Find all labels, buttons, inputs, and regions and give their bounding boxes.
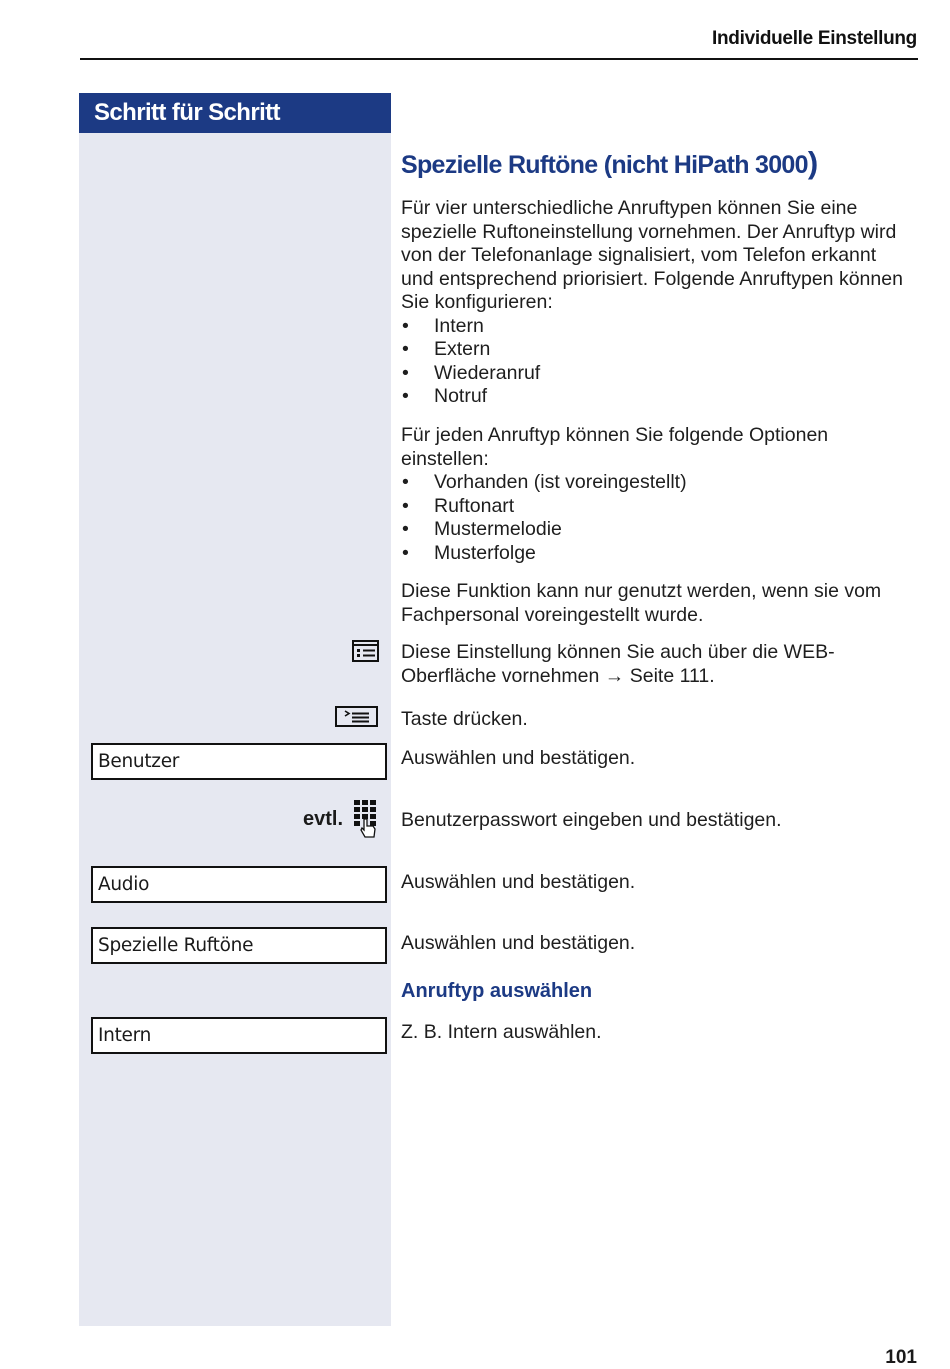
step-text: Z. B. Intern auswählen. xyxy=(401,1021,602,1043)
list-item: • Extern xyxy=(401,338,921,362)
step-text: Benutzerpasswort eingeben und bestätigen. xyxy=(401,809,782,831)
call-type-list xyxy=(401,315,921,409)
options-list xyxy=(401,471,921,565)
intro-paragraph: Für vier unterschiedliche Anruftypen können Sie eine spezielle Ruftoneinstellung vornehmen. Der Anruftyp wird von der Telefonanlage signalisiert, vom Telefon erkannt und entsprechend priorisiert. Folgende Anruftypen können Sie konfigurieren: xyxy=(401,197,903,313)
web-settings-icon xyxy=(352,640,379,667)
menu-key-icon xyxy=(335,706,378,732)
sidebar-header xyxy=(79,93,391,133)
list-item: • Vorhanden (ist voreingestellt) xyxy=(401,471,921,495)
list-item: • Ruftonart xyxy=(401,495,921,519)
section-title: Spezielle Ruftöne (nicht HiPath 3000) xyxy=(401,145,818,180)
optional-label: evtl. xyxy=(303,808,344,830)
page-number: 101 xyxy=(885,1347,917,1368)
web-note: Diese Einstellung können Sie auch über die WEB-Oberfläche vornehmen → Seite 111. xyxy=(401,641,835,687)
arrow-right-icon: → xyxy=(604,664,625,687)
options-paragraph: Für jeden Anruftyp können Sie folgende Optionen einstellen: xyxy=(401,424,829,470)
options-block xyxy=(401,424,921,565)
subsection-title: Anruftyp auswählen xyxy=(401,980,593,1002)
menu-item-spezielle-ruftoene[interactable]: Spezielle Ruftöne xyxy=(91,927,387,964)
menu-item-intern[interactable]: Intern xyxy=(91,1017,387,1054)
header-rule xyxy=(80,58,918,60)
step-text: Auswählen und bestätigen. xyxy=(401,747,636,769)
page-header-title: Individuelle Einstellung xyxy=(712,28,917,49)
step-text: Auswählen und bestätigen. xyxy=(401,932,636,954)
step-text: Auswählen und bestätigen. xyxy=(401,871,636,893)
menu-item-audio[interactable]: Audio xyxy=(91,866,387,903)
list-item: • Musterfolge xyxy=(401,542,921,566)
page-link[interactable]: Seite 111. xyxy=(629,664,715,687)
list-item: • Wiederanruf xyxy=(401,362,921,386)
sidebar-title: Schritt für Schritt xyxy=(94,99,280,126)
step-text: Taste drücken. xyxy=(401,708,528,730)
menu-item-benutzer[interactable]: Benutzer xyxy=(91,743,387,780)
keypad-icon xyxy=(353,799,379,844)
list-item: • Intern xyxy=(401,315,921,339)
intro-block xyxy=(401,197,921,409)
list-item: • Notruf xyxy=(401,385,921,409)
list-item: • Mustermelodie xyxy=(401,518,921,542)
note-paragraph: Diese Funktion kann nur genutzt werden, wenn sie vom Fachpersonal voreingestellt wurde. xyxy=(401,580,882,626)
